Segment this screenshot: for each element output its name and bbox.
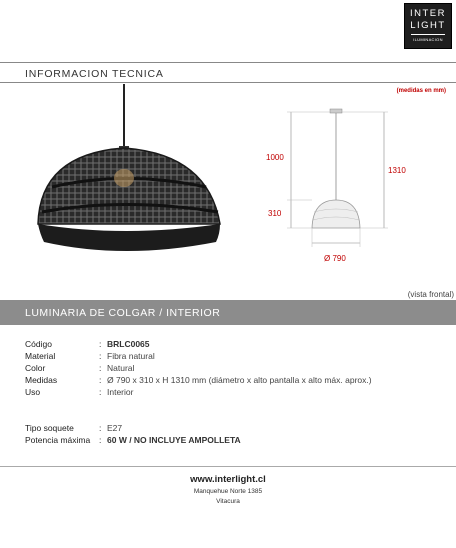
city: Vitacura: [216, 498, 240, 505]
website-link[interactable]: www.interlight.cl: [190, 474, 266, 485]
top-rule: [0, 62, 456, 63]
spec-colon: :: [99, 351, 102, 361]
measures-note: (medidas en mm): [396, 88, 446, 94]
footer-rule: [0, 466, 456, 467]
dim-label-shade: 310: [268, 209, 282, 218]
logo-line-3: ILUMINACION: [413, 37, 443, 42]
spec-value: Ø 790 x 310 x H 1310 mm (diámetro x alto pantalla x alto máx. aprox.): [107, 375, 372, 385]
spec-value: E27: [107, 423, 123, 433]
view-note: (vista frontal): [407, 290, 454, 299]
product-type-band: [0, 300, 456, 325]
spec-label: Medidas: [25, 375, 58, 385]
spec-label: Material: [25, 351, 56, 361]
spec-colon: :: [99, 363, 102, 373]
address: Manquehue Norte 1385: [193, 488, 263, 495]
spec-colon: :: [99, 375, 102, 385]
section-title: INFORMACION TECNICA: [25, 68, 164, 80]
spec-label: Código: [25, 339, 52, 349]
spec-colon: :: [99, 339, 102, 349]
shade-outline: [312, 200, 360, 228]
dim-label-total: 1310: [388, 166, 406, 175]
spec-colon: :: [99, 387, 102, 397]
spec-label: Potencia máxima: [25, 435, 91, 445]
dim-label-diameter: Ø 790: [324, 254, 346, 263]
brand-logo: [404, 3, 452, 49]
logo-line-1: INTER: [410, 8, 446, 19]
spec-value: BRLC0065: [107, 339, 150, 349]
spec-value: Interior: [107, 387, 134, 397]
logo-line-2: LIGHT: [410, 20, 446, 31]
spec-label: Uso: [25, 387, 41, 397]
spec-colon: :: [99, 435, 102, 445]
technical-drawing: [260, 100, 406, 270]
canopy: [330, 109, 342, 113]
spec-label: Color: [25, 363, 46, 373]
dim-label-drop: 1000: [266, 153, 284, 162]
product-type-title: LUMINARIA DE COLGAR / INTERIOR: [25, 307, 221, 319]
lamp-photo: [30, 82, 240, 262]
spec-value: Fibra natural: [107, 351, 155, 361]
spec-label: Tipo soquete: [25, 423, 74, 433]
spec-colon: :: [99, 423, 102, 433]
spec-value: Natural: [107, 363, 135, 373]
logo-divider: [411, 34, 445, 35]
spec-value: 60 W / NO INCLUYE AMPOLLETA: [107, 435, 241, 445]
